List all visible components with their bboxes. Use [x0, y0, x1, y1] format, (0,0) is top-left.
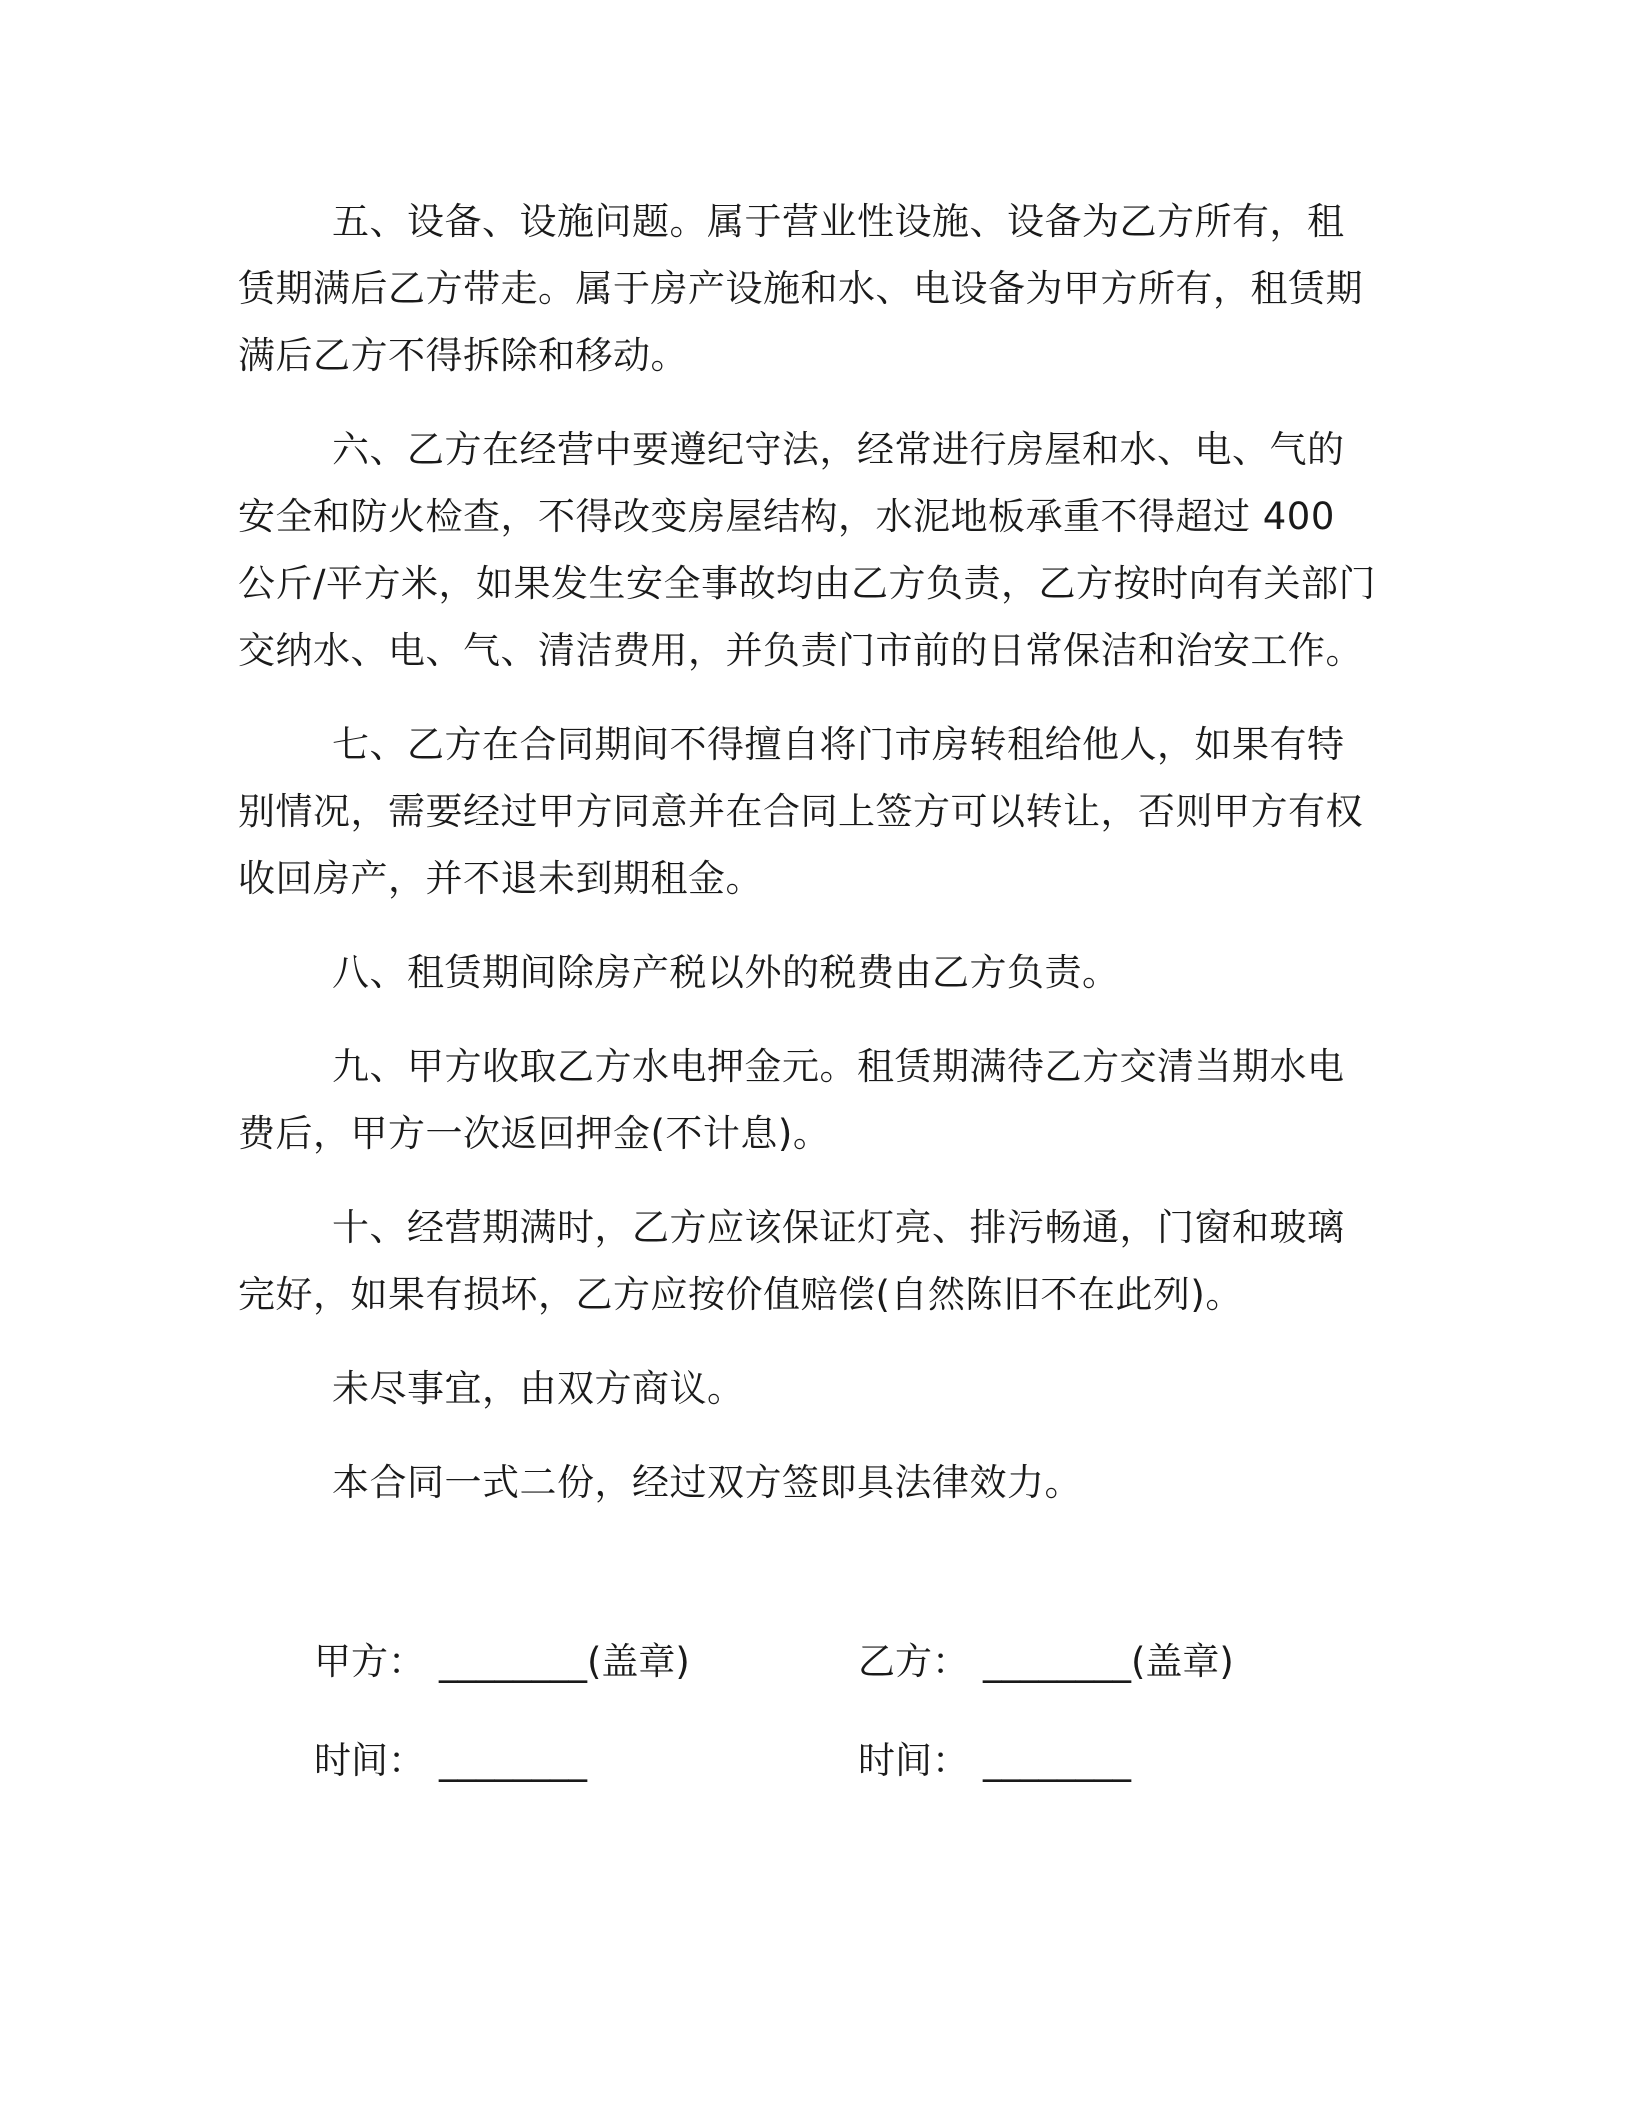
time-b-blank: ________ [983, 1739, 1131, 1782]
party-b-blank: ________(盖章) [983, 1640, 1234, 1683]
signature-time-row [0, 1731, 1632, 1791]
clause-copies: 本合同一式二份，经过双方签即具法律效力。 [332, 1461, 1082, 1504]
party-a-time [314, 1731, 587, 1791]
time-a-blank: ________ [439, 1739, 587, 1782]
party-b-time [858, 1731, 1131, 1791]
party-a-blank: ________(盖章) [439, 1640, 690, 1683]
clause-8: 八、租赁期间除房产税以外的税费由乙方负责。 [332, 951, 1120, 994]
clause-misc: 未尽事宜，由双方商议。 [332, 1367, 745, 1410]
clause-5: 五、设备、设施问题。属于营业性设施、设备为乙方所有，租赁期满后乙方带走。属于房产设施和水、电设备为甲方所有，租赁期满后乙方不得拆除和移动。 [238, 200, 1363, 377]
signature-party-row [0, 1632, 1632, 1692]
party-b-signature [858, 1632, 1234, 1692]
party-b-label: 乙方： [858, 1640, 969, 1683]
clause-7: 七、乙方在合同期间不得擅自将门市房转租给他人，如果有特别情况，需要经过甲方同意并在合同上签方可以转让，否则甲方有权收回房产，并不退未到期租金。 [238, 723, 1363, 900]
time-a-label: 时间： [314, 1739, 425, 1782]
party-a-label: 甲方： [314, 1640, 425, 1683]
clause-10: 十、经营期满时，乙方应该保证灯亮、排污畅通，门窗和玻璃完好，如果有损坏，乙方应按价值赔偿(自然陈旧不在此列)。 [238, 1206, 1345, 1316]
clause-6: 六、乙方在经营中要遵纪守法，经常进行房屋和水、电、气的安全和防火检查，不得改变房屋结构，水泥地板承重不得超过 400 公斤/平方米，如果发生安全事故均由乙方负责，乙方按时向有关部门交纳水、电、气、清洁费用，并负责门市前的日常保洁和治安工作。 [238, 428, 1376, 672]
clause-9: 九、甲方收取乙方水电押金元。租赁期满待乙方交清当期水电费后，甲方一次返回押金(不计息)。 [238, 1045, 1345, 1155]
contract-clauses [238, 188, 1378, 1543]
party-a-signature [314, 1632, 690, 1692]
time-b-label: 时间： [858, 1739, 969, 1782]
